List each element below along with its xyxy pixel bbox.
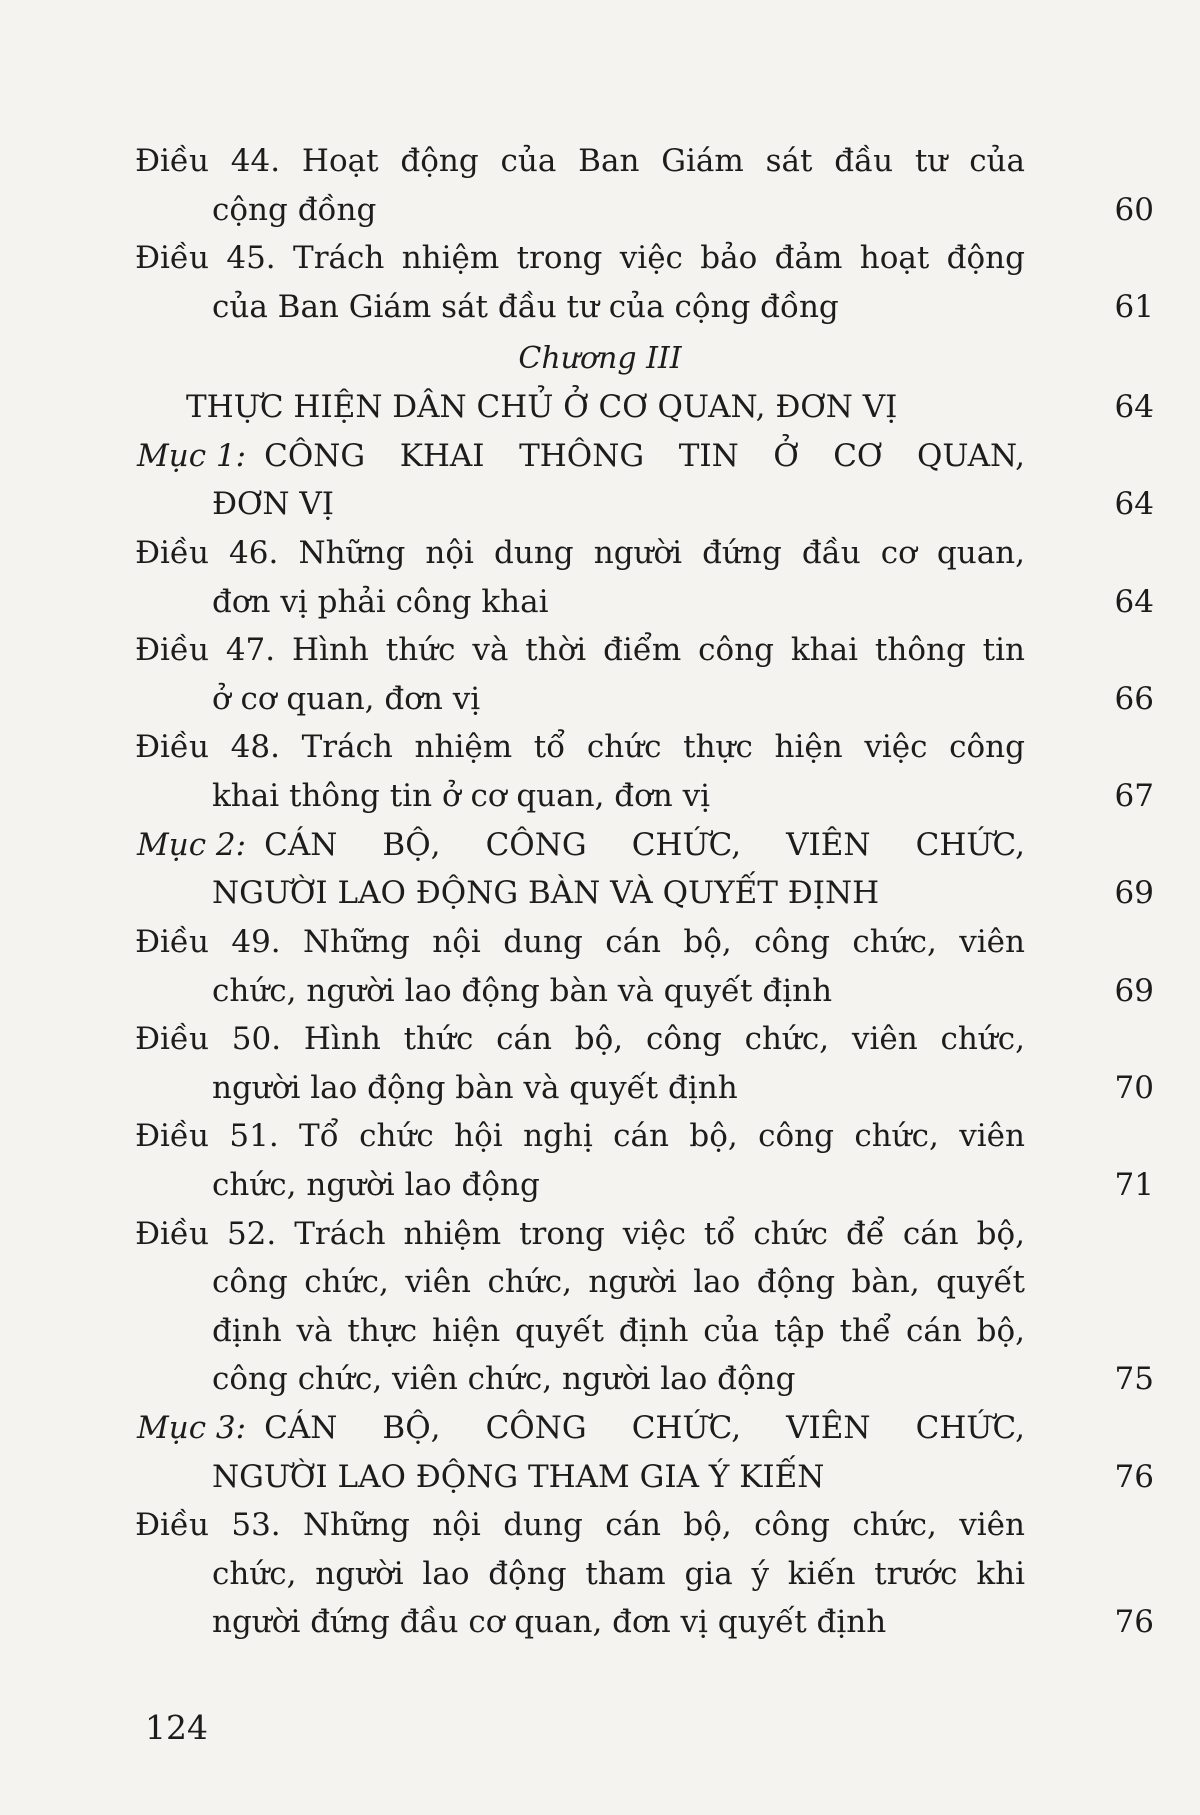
chapter-label: Chương III <box>518 341 682 376</box>
section-heading-muc-1 <box>137 436 1025 476</box>
toc-entry-dieu-44-line-1: Điều 44. Hoạt động của Ban Giám sát đầu tư của <box>135 143 1025 179</box>
toc-entry-dieu-52-line-2: công chức, viên chức, người lao động bàn, quyết <box>212 1264 1025 1300</box>
toc-entry-dieu-53-line-2: chức, người lao động tham gia ý kiến trước khi <box>212 1556 1025 1592</box>
toc-entry-dieu-53-line-1: Điều 53. Những nội dung cán bộ, công chức, viên <box>135 1507 1025 1543</box>
toc-entry-dieu-46-line-2: đơn vị phải công khai <box>212 584 549 620</box>
chapter-title: THỰC HIỆN DÂN CHỦ Ở CƠ QUAN, ĐƠN VỊ <box>186 389 898 425</box>
toc-entry-dieu-44-line-2: cộng đồng <box>212 192 377 228</box>
page-number: 69 <box>1114 875 1154 911</box>
toc-entry-dieu-51-line-2: chức, người lao động <box>212 1167 540 1203</box>
page-number: 64 <box>1114 486 1154 522</box>
page-number: 64 <box>1114 584 1154 620</box>
section-label: Mục 3: <box>137 1410 247 1446</box>
page-number: 67 <box>1114 778 1154 814</box>
toc-entry-dieu-45-line-2: của Ban Giám sát đầu tư của cộng đồng <box>212 289 839 325</box>
section-title-line-2: NGƯỜI LAO ĐỘNG THAM GIA Ý KIẾN <box>212 1459 825 1495</box>
page-number: 75 <box>1114 1361 1154 1397</box>
toc-entry-dieu-48-line-1: Điều 48. Trách nhiệm tổ chức thực hiện việc công <box>135 729 1025 765</box>
toc-entry-dieu-49-line-2: chức, người lao động bàn và quyết định <box>212 973 833 1009</box>
toc-entry-dieu-52-line-3: định và thực hiện quyết định của tập thể cán bộ, <box>212 1313 1025 1349</box>
page-number: 64 <box>1114 389 1154 425</box>
page-number: 76 <box>1114 1459 1154 1495</box>
page-number: 60 <box>1114 192 1154 228</box>
toc-entry-dieu-48-line-2: khai thông tin ở cơ quan, đơn vị <box>212 778 711 814</box>
section-heading-muc-2 <box>137 825 1025 865</box>
toc-entry-dieu-51-line-1: Điều 51. Tổ chức hội nghị cán bộ, công chức, viên <box>135 1118 1025 1154</box>
page-number: 70 <box>1114 1070 1154 1106</box>
toc-entry-dieu-45-line-1: Điều 45. Trách nhiệm trong việc bảo đảm hoạt động <box>135 240 1025 276</box>
section-title-line-1: CÁN BỘ, CÔNG CHỨC, VIÊN CHỨC, <box>264 827 1025 863</box>
page-number: 71 <box>1114 1167 1154 1203</box>
toc-entry-dieu-49-line-1: Điều 49. Những nội dung cán bộ, công chức, viên <box>135 924 1025 960</box>
page-number: 61 <box>1114 289 1154 325</box>
page-number: 69 <box>1114 973 1154 1009</box>
toc-entry-dieu-53-line-3: người đứng đầu cơ quan, đơn vị quyết định <box>212 1604 887 1640</box>
page-number: 76 <box>1114 1604 1154 1640</box>
page-number: 66 <box>1114 681 1154 717</box>
toc-entry-dieu-52-line-4: công chức, viên chức, người lao động <box>212 1361 796 1397</box>
section-label: Mục 2: <box>137 827 247 863</box>
section-title-line-1: CÁN BỘ, CÔNG CHỨC, VIÊN CHỨC, <box>264 1410 1025 1446</box>
toc-entry-dieu-46-line-1: Điều 46. Những nội dung người đứng đầu cơ quan, <box>135 535 1025 571</box>
toc-entry-dieu-47-line-1: Điều 47. Hình thức và thời điểm công khai thông tin <box>135 632 1025 668</box>
section-title-line-2: NGƯỜI LAO ĐỘNG BÀN VÀ QUYẾT ĐỊNH <box>212 875 880 911</box>
section-title-line-2: ĐƠN VỊ <box>212 486 335 522</box>
folio-page-number: 124 <box>145 1708 208 1747</box>
toc-entry-dieu-50-line-2: người lao động bàn và quyết định <box>212 1070 738 1106</box>
section-title-line-1: CÔNG KHAI THÔNG TIN Ở CƠ QUAN, <box>264 438 1025 474</box>
toc-entry-dieu-47-line-2: ở cơ quan, đơn vị <box>212 681 481 717</box>
toc-entry-dieu-50-line-1: Điều 50. Hình thức cán bộ, công chức, viên chức, <box>135 1021 1025 1057</box>
section-label: Mục 1: <box>137 438 247 474</box>
section-heading-muc-3 <box>137 1408 1025 1448</box>
toc-entry-dieu-52-line-1: Điều 52. Trách nhiệm trong việc tổ chức để cán bộ, <box>135 1216 1025 1252</box>
